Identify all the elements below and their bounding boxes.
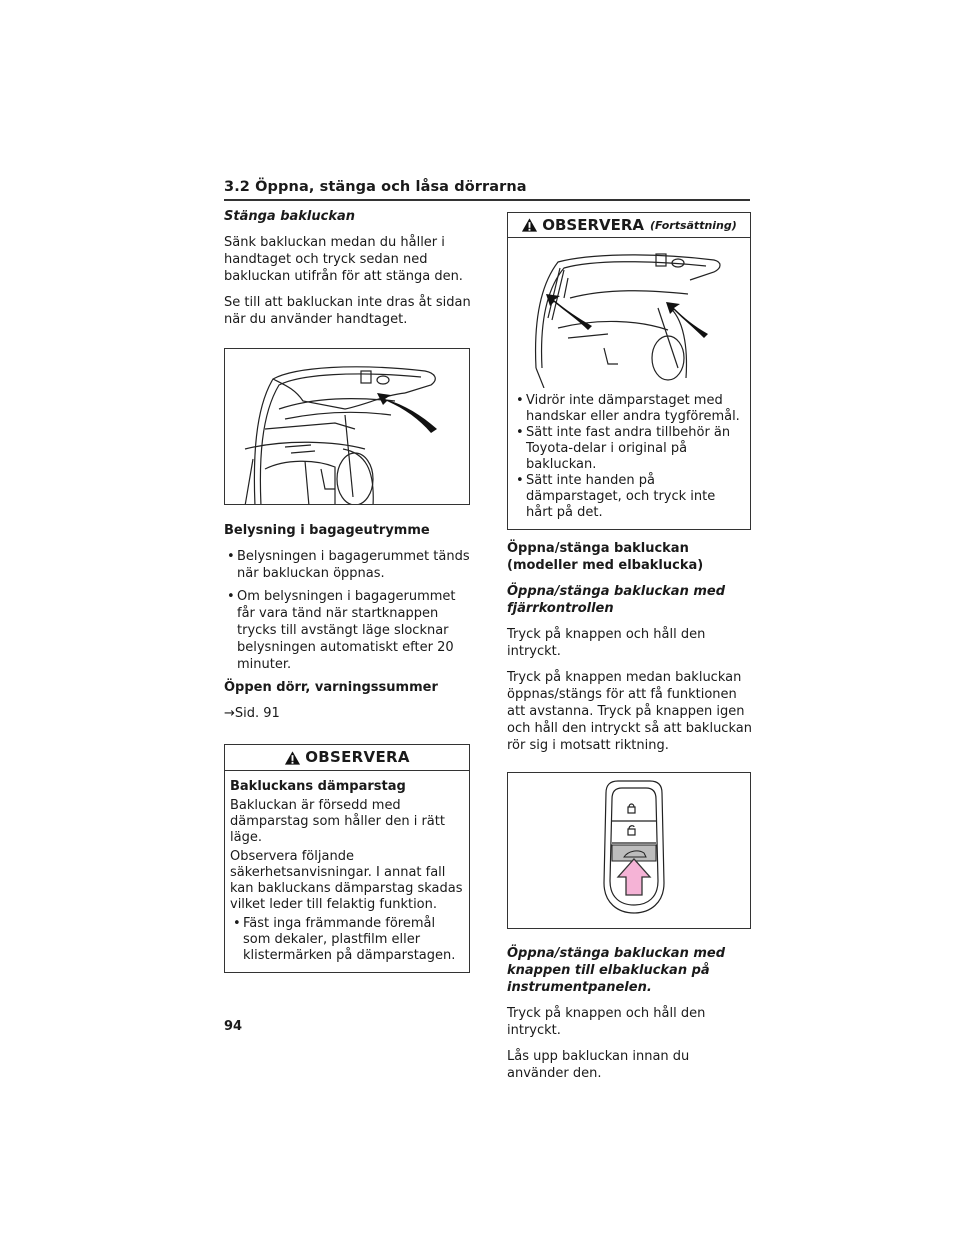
warning-paragraph-2: Observera följande säkerhetsanvisningar. I annat fall kan bakluckans dämparstag skadas vilket leder till felaktig funktion.: [230, 849, 463, 912]
list-item: • Belysningen i bagagerummet tänds när bakluckan öppnas.: [227, 549, 470, 581]
warning-title: OBSERVERA: [542, 215, 645, 234]
close-paragraph-1: Sänk bakluckan medan du håller i handtaget och tryck sedan ned bakluckan utifrån för att stänga den.: [224, 235, 463, 284]
list-item: • Sätt inte fast andra tillbehör än Toyota-delar i original på bakluckan.: [516, 425, 731, 472]
close-paragraph-2: Se till att bakluckan inte dras åt sidan när du använder handtaget.: [224, 295, 471, 327]
warning-title: OBSERVERA: [305, 748, 410, 766]
warning-paragraph-1: Bakluckan är försedd med dämparstag som håller den i rätt läge.: [230, 798, 445, 845]
left-column: [224, 208, 471, 973]
warning-header: [225, 745, 469, 771]
section-title: 3.2 Öppna, stänga och låsa dörrarna: [224, 179, 527, 195]
tailgate-handle-illustration: [224, 348, 470, 505]
remote-key-illustration: [507, 772, 751, 929]
warning-continued-label: (Fortsättning): [650, 218, 737, 232]
damper-strut-drawing: [508, 238, 750, 388]
warning-icon: [284, 750, 301, 766]
list-item: • Fäst inga främmande föremål som dekaler, plastfilm eller klistermärken på dämparstagen.: [233, 916, 456, 963]
page-number: 94: [224, 1019, 243, 1034]
header-divider: [224, 199, 750, 201]
damper-strut-illustration: [508, 238, 750, 388]
warning-subheading: Bakluckans dämparstag: [230, 779, 406, 794]
warning-header: [508, 213, 750, 238]
warning-icon: [521, 217, 538, 233]
remote-paragraph-2: Tryck på knappen medan bakluckan öppnas/stängs för att få funktionen att avstanna. Tryck på knappen igen och håll den intryckt så att bakluckan rör sig i motsatt riktning.: [507, 670, 752, 753]
right-column: [507, 212, 754, 1091]
warning-body: [225, 771, 469, 972]
panel-paragraph-1: Tryck på knappen och håll den intryckt.: [507, 1006, 706, 1038]
remote-key-drawing: [508, 773, 751, 929]
door-heading: Öppen dörr, varningssummer: [224, 680, 438, 695]
list-item: • Vidrör inte dämparstaget med handskar eller andra tygföremål.: [516, 393, 740, 424]
close-heading: Stänga bakluckan: [224, 209, 356, 224]
light-heading: Belysning i bagageutrymme: [224, 523, 430, 538]
list-item: • Sätt inte handen på dämparstaget, och tryck inte hårt på det.: [516, 473, 716, 520]
panel-heading: Öppna/stänga bakluckan med knappen till elbakluckan på instrumentpanelen.: [507, 946, 726, 995]
panel-paragraph-2: Lås upp bakluckan innan du använder den.: [507, 1049, 690, 1081]
power-tailgate-heading: Öppna/stänga bakluckan (modeller med elbaklucka): [507, 541, 704, 573]
remote-paragraph-1: Tryck på knappen och håll den intryckt.: [507, 627, 706, 659]
press-arrow-icon: [618, 859, 650, 895]
warning-body: [508, 388, 750, 529]
section-header: [224, 179, 750, 195]
remote-heading: Öppna/stänga bakluckan med fjärrkontrollen: [507, 584, 726, 616]
list-item: • Om belysningen i bagagerummet får vara tänd när startknappen trycks till avstängt läge slocknar belysningen automatiskt efter 20 minuter.: [227, 589, 456, 672]
warning-box-continued: [507, 212, 751, 530]
warning-box: [224, 744, 470, 973]
door-reference-link[interactable]: →Sid. 91: [224, 706, 280, 721]
tailgate-handle-drawing: [225, 349, 470, 505]
